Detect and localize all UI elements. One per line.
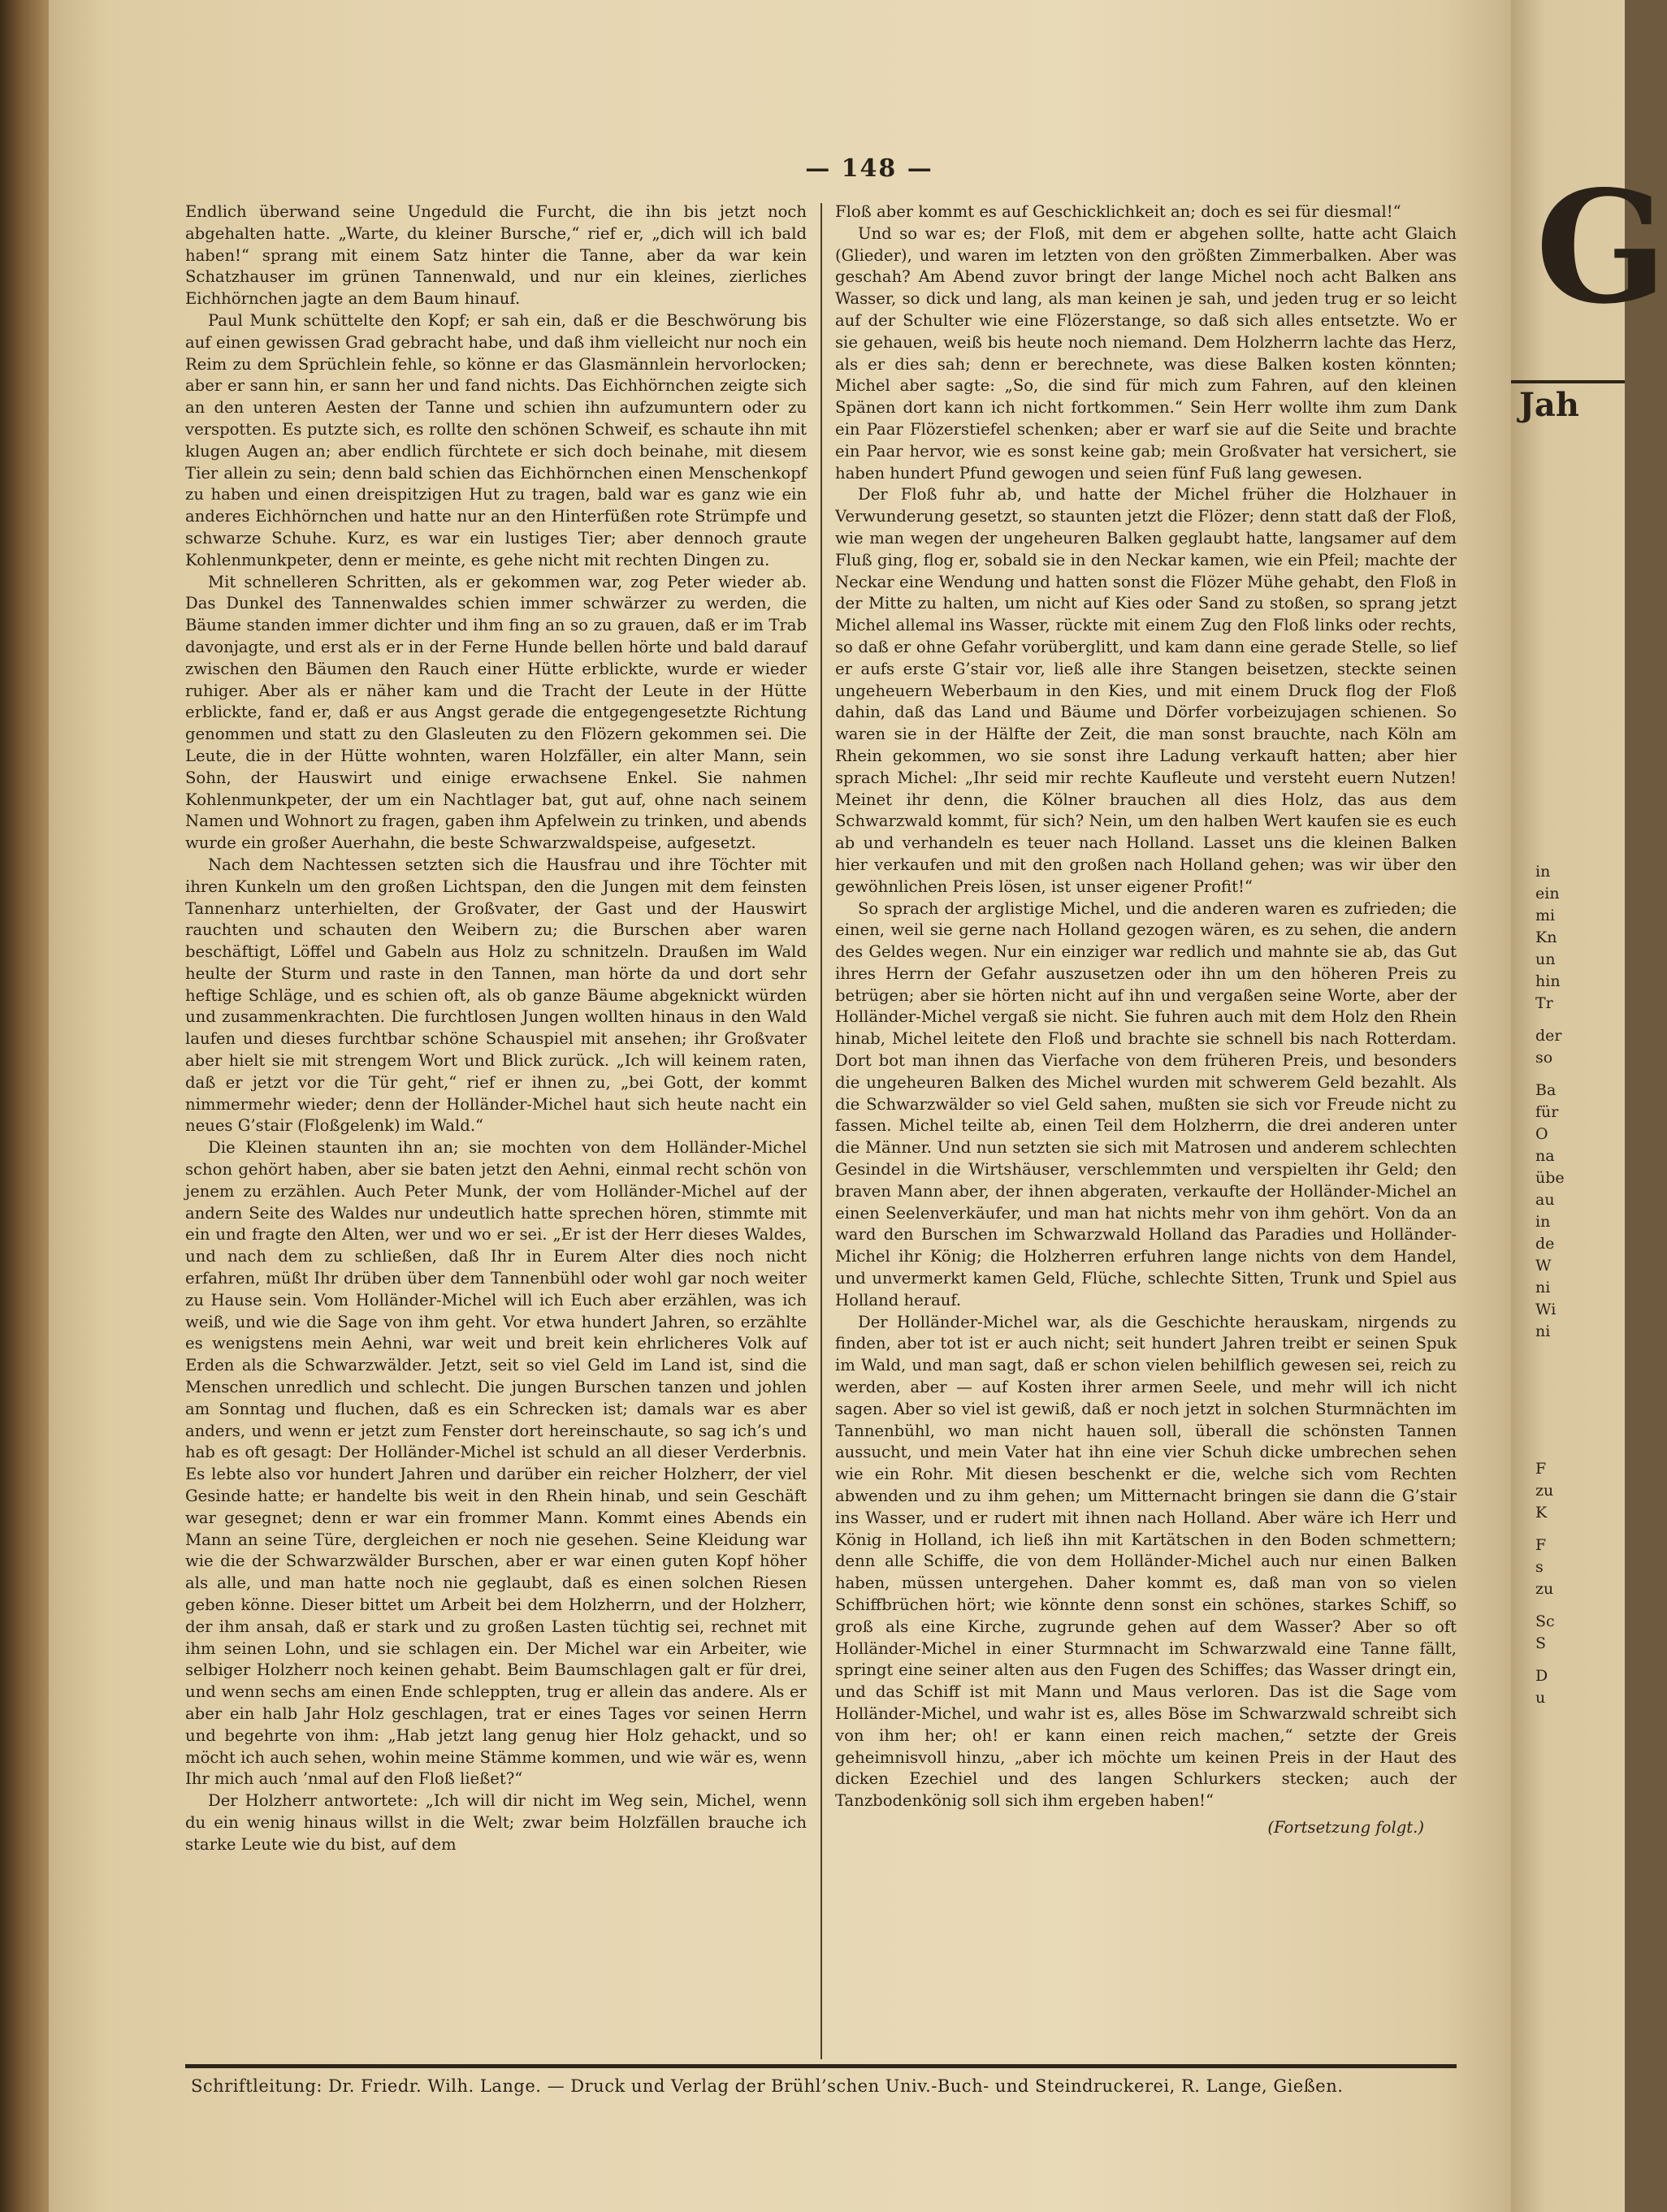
paragraph: Mit schnelleren Schritten, als er gekommen war, zog Peter wieder ab. Das Dunkel des Tannenwaldes schien immer schwärzer zu werden, die Bäume standen immer dichter und ihm fing an so zu grauen, daß er im Trab davonjagte, und erst als er in der Ferne Hunde bellen hörte und bald darauf zwischen den Bäumen den Rauch einer Hütte erblickte, wurde er wieder ruhiger. Aber als er näher kam und die Tracht der Leute in der Hütte erblickte, fand er, daß er aus Angst gerade die entgegengesetzte Richtung genommen und statt zu den Glasleuten zu den Flözern gekommen sei. Die Leute, die in der Hütte wohnten, waren Holzfäller, ein alter Mann, sein Sohn, der Hauswirt und einige erwachsene Enkel. Sie nahmen Kohlenmunkpeter, der um ein Nachtlager bat, gut auf, ohne nach seinem Namen und Wohnort zu fragen, gaben ihm Apfelwein zu trinken, und abends wurde ein großer Auerhahn, die beste Schwarzwaldspeise, aufgesetzt. [185, 572, 807, 853]
paragraph: Floß aber kommt es auf Geschicklichkeit an; doch es sei für diesmal!“ [835, 202, 1401, 221]
adjacent-text-fragment: F [1535, 1536, 1547, 1554]
adjacent-text-fragment: ni [1535, 1322, 1551, 1340]
paragraph: So sprach der arglistige Michel, und die anderen waren es zufrieden; die einen, weil sie gerne nach Holland gezogen wären, es zu sehen, die andern des Geldes wegen. Nur ein einziger war redlich und mahnte sie ab, das Gut ihres Herrn der Gefahr auszusetzen oder ihn um den höheren Preis zu betrügen; aber sie hörten nicht auf ihn und vergaßen seine Worte, aber der Holländer-Michel vergaß sie nicht. Sie fuhren auch mit dem Holz den Rhein hinab, Michel leitete den Floß und brachte sie schnell bis nach Rotterdam. Dort bot man ihnen das Vierfache von dem früheren Preis, und besonders die ungeheuren Balken des Michel wurden mit schwerem Geld bezahlt. Als die Schwarzwälder so viel Geld sahen, mußten sie sich vor Freude nicht zu fassen. Michel teilte ab, einen Teil dem Holzherrn, die drei anderen unter die Männer. Und nun setzten sie sich mit Matrosen und anderem schlechten Gesindel in die Wirtshäuser, verschlemmten und verspielten ihr Geld; den braven Mann aber, der ihnen abgeraten, verkaufte der Holländer-Michel an einen Seelenverkäufer, und man hat nichts mehr von ihm gehört. Von da an ward den Burschen im Schwarzwald Holland das Paradies und Holländer-Michel ihr König; die Holzherren erfuhren lange nichts von dem Handel, und unvermerkt kamen Geld, Flüche, schlechte Sitten, Trunk und Spiel aus Holland herauf. [835, 898, 1457, 1309]
paragraph: Der Floß fuhr ab, und hatte der Michel früher die Holzhauer in Verwunderung gesetzt, so staunten jetzt die Flözer; denn statt daß der Floß, wie man wegen der ungeheuren Balken geglaubt hatte, langsamer auf dem Fluß ging, flog er, sobald sie in den Neckar kamen, wie ein Pfeil; machte der Neckar eine Wendung und hatten sonst die Flözer Mühe gehabt, den Floß in der Mitte zu halten, um nicht auf Kies oder Sand zu stoßen, so sprang jetzt Michel allemal ins Wasser, rückte mit einem Zug den Floß links oder rechts, so daß er ohne Gefahr vorüberglitt, und kam dann eine gerade Stelle, so lief er aufs erste G’stair vor, ließ alle ihre Stangen beisetzen, steckte seinen ungeheuern Weberbaum in den Kies, und mit einem Druck flog der Floß dahin, daß das Land und Bäume und Dörfer vorbeizujagen schienen. So waren sie in der Hälfte der Zeit, die man sonst brauchte, nach Köln am Rhein gekommen, wo sie sonst ihre Ladung verkauft hatten; aber hier sprach Michel: „Ihr seid mir rechte Kaufleute und versteht euern Nutzen! Meinet ihr denn, die Kölner brauchen all dies Holz, das aus dem Schwarzwald kommt, für sich? Nein, um den halben Wert kaufen sie es euch ab und verhandeln es teuer nach Holland. Lasset uns die kleinen Balken hier verkaufen und mit den großen nach Holland gehen; was wir über den gewöhnlichen Preis lösen, ist unser eigener Profit!“ [835, 485, 1457, 896]
column-divider [821, 203, 822, 2059]
adjacent-text-fragment: Wi [1535, 1301, 1557, 1318]
adjacent-text-fragment: ein [1535, 885, 1560, 903]
paragraph: Und so war es; der Floß, mit dem er abgehen sollte, hatte acht Glaich (Glieder), und waren im letzten von den größten Zimmerbalken. Aber was geschah? Am Abend zuvor bringt der lange Michel noch acht Balken ans Wasser, so dick und lang, als man keinen je sah, und jeden trug er so leicht auf der Schulter wie eine Flözerstange, so daß sich alles entsetzte. Wo er sie gehauen, weiß bis heute noch niemand. Dem Holzherrn lachte das Herz, als er dies sah; denn er berechnete, was diese Balken kosten könnten; Michel aber sagte: „So, die sind für mich zum Fahren, auf den kleinen Spänen dort kann ich nicht fortkommen.“ Sein Herr wollte ihm zum Dank ein Paar Flözerstiefel schenken; aber er warf sie auf die Seite und brachte ein Paar hervor, wie es sonst keine gab; mein Großvater hat versichert, sie haben hundert Pfund gewogen und seien fünf Fuß lang gewesen. [835, 223, 1457, 483]
heading-fragment: Jah [1519, 386, 1579, 424]
adjacent-text-fragment: ni [1535, 1279, 1551, 1296]
adjacent-text-fragment: Kn [1535, 929, 1557, 946]
adjacent-text-fragment: D [1535, 1667, 1548, 1685]
adjacent-text-fragment: zu [1535, 1482, 1554, 1500]
adjacent-text-fragment: Ba [1535, 1081, 1557, 1099]
paragraph: Die Kleinen staunten ihn an; sie mochten von dem Holländer-Michel schon gehört haben, aber sie baten jetzt den Aehni, einmal recht schön von jenem zu erzählen. Auch Peter Munk, der vom Holländer-Michel auf der andern Seite des Waldes nur undeutlich hatte sprechen hören, stimmte mit ein und fragte den Alten, wer und wo er sei. „Er ist der Herr dieses Waldes, und nach dem zu schließen, daß Ihr in Eurem Alter dies noch nicht erfahren, müßt Ihr drüben über dem Tannenbühl oder wohl gar noch weiter zu Hause sein. Vom Holländer-Michel will ich Euch aber erzählen, was ich weiß, und wie die Sage von ihm geht. Vor etwa hundert Jahren, so erzählte es wenigstens mein Aehni, war weit und breit kein ehrlicheres Volk auf Erden als die Schwarzwälder. Jetzt, seit so viel Geld im Land ist, sind die Menschen unredlich und schlecht. Die jungen Burschen tanzen und johlen am Sonntag und fluchen, daß es ein Schrecken ist; damals war es aber anders, und wenn er jetzt zum Fenster dort hereinschaute, so sag ich’s und hab es oft gesagt: Der Holländer-Michel ist schuld an all dieser Verderbnis. Es lebte also vor hundert Jahren und darüber ein reicher Holzherr, der viel Gesinde hatte; er handelte bis weit in den Rhein hinab, und sein Geschäft war gesegnet; denn er war ein frommer Mann. Kommt eines Abends ein Mann an seine Türe, dergleichen er noch nie gesehen. Seine Kleidung war wie die der Schwarzwälder Burschen, aber er war einen guten Kopf höher als alle, und man hatte noch nie geglaubt, daß es einen solchen Riesen geben könne. Dieser bittet um Arbeit bei dem Holzherrn, und der Holzherr, der ihm ansah, daß er stark und zu großen Lasten tüchtig sei, rechnet mit ihm seinen Lohn, und sie schlagen ein. Der Michel war ein Arbeiter, wie selbiger Holzherr noch keinen gehabt. Beim Baumschlagen galt er für drei, und wenn sechs am einen Ende schleppten, trug er allein das andere. Als er aber ein halb Jahr Holz geschlagen, trat er eines Tages vor seinen Herrn und begehrte von ihm: „Hab jetzt lang genug hier Holz gehackt, und so möcht ich auch sehen, wohin meine Stämme kommen, und wie wär es, wenn Ihr mich auch ’nmal auf den Floß ließet?“ [185, 1138, 807, 1789]
right-column [835, 201, 1457, 1839]
adjacent-page-edge [1511, 0, 1667, 2212]
adjacent-text-fragment: K [1535, 1504, 1548, 1522]
footer-rule [185, 2064, 1457, 2068]
adjacent-text-fragment: un [1535, 950, 1556, 968]
adjacent-text-fragment: F [1535, 1460, 1547, 1478]
adjacent-text-fragment: übe [1535, 1169, 1565, 1187]
adjacent-text-fragment: für [1535, 1103, 1559, 1121]
page-number: — 148 — [805, 154, 933, 183]
adjacent-text-fragment: na [1535, 1147, 1555, 1165]
adjacent-text-fragment: Tr [1535, 994, 1553, 1012]
book-binding [0, 0, 49, 2212]
masthead-fragment: G [1535, 157, 1667, 338]
adjacent-text-fragment: S [1535, 1634, 1547, 1652]
adjacent-text-fragment: zu [1535, 1580, 1554, 1598]
adjacent-text-fragment: s [1535, 1558, 1544, 1576]
adjacent-text-fragment: hin [1535, 972, 1561, 990]
imprint-footer: Schriftleitung: Dr. Friedr. Wilh. Lange. — Druck und Verlag der Brühl’schen Univ.-Buch- und Steindruckerei, R. Lange, Gießen. [191, 2076, 1344, 2096]
paragraph: Endlich überwand seine Ungeduld die Furcht, die ihn bis jetzt noch abgehalten hatte. „Warte, du kleiner Bursche,“ rief er, „dich will ich bald haben!“ sprang mit einem Satz hinter die Tanne, aber da war kein Schatzhauser im grünen Tannenwald, und nur ein kleines, zierliches Eichhörnchen jagte an dem Baum hinauf. [185, 202, 807, 309]
adjacent-text-fragment: de [1535, 1235, 1555, 1253]
adjacent-text-fragment: u [1535, 1689, 1546, 1707]
newspaper-page [49, 0, 1511, 2212]
left-column [185, 201, 807, 1856]
paragraph: Paul Munk schüttelte den Kopf; er sah ein, daß er die Beschwörung bis auf einen gewissen Grad gebracht habe, und daß ihm vielleicht nur noch ein Reim zu dem Sprüchlein fehle, so könne er das Glasmännlein hervorlocken; aber er sann hin, er sann her und fand nichts. Das Eichhörnchen zeigte sich an den unteren Aesten der Tanne und schien ihn aufzumuntern oder zu verspotten. Es putzte sich, es rollte den schönen Schweif, es schaute ihn mit klugen Augen an; aber endlich fürchtete er sich doch beinahe, mit diesem Tier allein zu sein; denn bald schien das Eichhörnchen einen Menschenkopf zu haben und einen dreispitzigen Hut zu tragen, bald war es ganz wie ein anderes Eichhörnchen und hatte nur an den Hinterfüßen rote Strümpfe und schwarze Schuhe. Kurz, es war ein lustiges Tier; aber dennoch graute Kohlenmunkpeter, denn er meinte, es gehe nicht mit rechten Dingen zu. [185, 310, 807, 569]
adjacent-text-fragment: O [1535, 1125, 1548, 1143]
paragraph: Nach dem Nachtessen setzten sich die Hausfrau und ihre Töchter mit ihren Kunkeln um den großen Lichtspan, den die Jungen mit dem feinsten Tannenharz unterhielten, der Großvater, der Gast und der Hauswirt rauchten und schauten den Weibern zu; die Burschen aber waren beschäftigt, Löffel und Gabeln aus Holz zu schnitzeln. Draußen im Wald heulte der Sturm und raste in den Tannen, man hörte da und dort sehr heftige Schläge, und es schien oft, als ob ganze Bäume abgeknickt würden und zusammenkrachten. Die furchtlosen Jungen wollten hinaus in den Wald laufen und dieses furchtbar schöne Schauspiel mit ansehen; ihr Großvater aber hielt sie mit strengem Wort und Blick zurück. „Ich will keinem raten, daß er jetzt vor die Tür geht,“ rief er ihnen zu, „bei Gott, der kommt nimmermehr wieder; denn der Holländer-Michel haut sich heute nacht ein neues G’stair (Floßgelenk) im Wald.“ [185, 855, 807, 1136]
adjacent-text-fragment: mi [1535, 907, 1556, 924]
continued-note: (Fortsetzung folgt.) [1267, 1817, 1424, 1837]
adjacent-text-fragment: in [1535, 1213, 1551, 1231]
adjacent-text-fragment: au [1535, 1191, 1555, 1209]
masthead-rule [1511, 380, 1625, 383]
adjacent-text-fragment: der [1535, 1027, 1562, 1045]
adjacent-text-fragment: W [1535, 1257, 1552, 1275]
adjacent-text-fragment: so [1535, 1049, 1553, 1067]
paragraph: Der Holländer-Michel war, als die Geschichte herauskam, nirgends zu finden, aber tot ist er auch nicht; seit hundert Jahren treibt er seinen Spuk im Wald, und man sagt, daß er schon vielen behilflich gewesen sei, reich zu werden, aber — auf Kosten ihrer armen Seele, und mehr will ich nicht sagen. Aber so viel ist gewiß, daß er noch jetzt in solchen Sturmnächten im Tannenbühl, wo man nicht hauen soll, überall die schönsten Tannen aussucht, und mein Vater hat ihn eine vier Schuh dicke umbrechen sehen wie ein Rohr. Mit diesen beschenkt er die, welche sich vom Rechten abwenden und zu ihm gehen; um Mitternacht bringen sie dann die G’stair ins Wasser, und er rudert mit ihnen nach Holland. Aber wäre ich Herr und König in Holland, ich ließ ihn mit Kartätschen in den Boden schmettern; denn alle Schiffe, die von dem Holländer-Michel auch nur einen Balken haben, müssen untergehen. Daher kommt es, daß man von so vielen Schiffbrüchen hört; wie könnte denn sonst ein schönes, starkes Schiff, so groß als eine Kirche, zugrunde gehen auf dem Wasser? Aber so oft Holländer-Michel in einer Sturmnacht im Schwarzwald eine Tanne fällt, springt eine seiner alten aus den Fugen des Schiffes; das Wasser dringt ein, und das Schiff ist mit Mann und Maus verloren. Das ist die Sage vom Holländer-Michel, und wahr ist es, alles Böse im Schwarzwald schreibt sich von ihm her; oh! er kann einen reich machen,“ setzte der Greis geheimnisvoll hinzu, „aber ich möchte um keinen Preis in der Haut des dicken Ezechiel und des langen Schlurkers stecken; auch der Tanzbodenkönig soll sich ihm ergeben haben!“ [835, 1312, 1457, 1811]
paragraph: Der Holzherr antwortete: „Ich will dir nicht im Weg sein, Michel, wenn du ein wenig hinaus willst in die Welt; zwar beim Holzfällen brauche ich starke Leute wie du bist, auf dem [185, 1791, 807, 1854]
adjacent-text-fragment: in [1535, 863, 1551, 881]
adjacent-text-fragment: Sc [1535, 1612, 1555, 1630]
